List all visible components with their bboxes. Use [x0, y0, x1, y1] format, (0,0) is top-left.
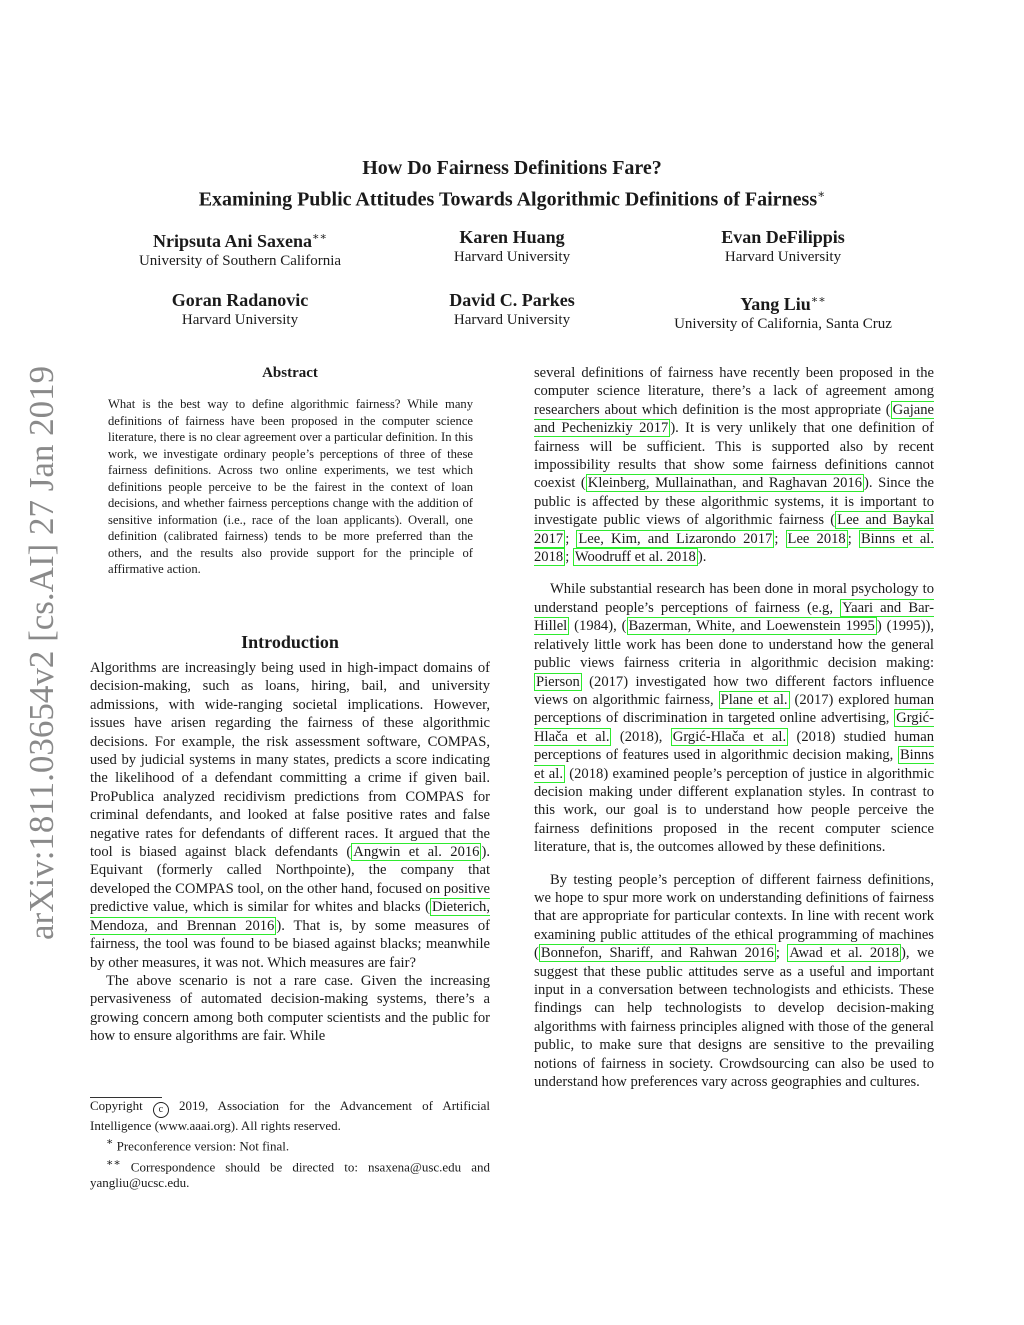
- citation-link[interactable]: Grgić-Hlača et al.: [672, 728, 787, 745]
- author-affiliation: Harvard University: [453, 312, 571, 328]
- citation-link[interactable]: Binns et al.: [534, 747, 934, 782]
- citation-link[interactable]: Grgić-Hlača et al.: [534, 710, 934, 745]
- paragraph-text: ).: [697, 549, 707, 566]
- introduction-heading: Introduction: [241, 632, 339, 652]
- citation-link[interactable]: Bazerman, White, and Loewenstein 1995: [628, 618, 875, 635]
- paragraph-text: (2017) explored human perceptions of discrimination in targeted online advertising,: [534, 691, 934, 727]
- citation-link[interactable]: Awad et al. 2018: [789, 945, 900, 962]
- author-affiliation: Harvard University: [181, 312, 299, 328]
- abstract-heading: Abstract: [262, 365, 318, 381]
- title-line-1: How Do Fairness Definitions Fare?: [362, 157, 662, 179]
- intro-paragraph-1: [90, 659, 490, 972]
- author-name: Goran Radanovic: [171, 290, 309, 310]
- title-line-2-text: Examining Public Attitudes Towards Algorithmic Definitions of Fairness: [198, 188, 818, 211]
- citation-link[interactable]: Yaari and Bar-Hillel: [534, 599, 934, 635]
- paragraph-text: ) (1995)), relatively little work has been done to understand how the general public views fairness criteria in algorithmic decision making:: [534, 618, 934, 672]
- citation-link[interactable]: Bonnefon, Shariff, and Rahwan 2016: [540, 945, 774, 962]
- footnote-text: Preconference version: Not final.: [113, 1138, 290, 1154]
- citation-link[interactable]: Dieterich, Mendoza, and Brennan 2016: [90, 899, 490, 934]
- footnote-1: [90, 1134, 490, 1155]
- abstract-body: What is the best way to define algorithmic fairness? While many definitions of fairness have been proposed in the computer science literature, there is no clear agreement over a particular definition. In this work, we investigate ordinary people’s perceptions of three of these fairness definitions. Across two online experiments, we test which definitions people perceive to be the fairest in the context of loan decisions, and whether fairness perceptions change with the addition of sensitive information (i.e., race of the loan applicants). Overall, one definition (calibrated fairness) tends to be more preferred than the others, and the results also provide support for the principle of affirmative action.: [108, 397, 473, 576]
- intro-paragraph-3: [534, 580, 934, 856]
- author-block: [623, 226, 943, 266]
- author-mark: ∗∗: [810, 294, 826, 306]
- paper-title: [80, 155, 944, 213]
- paragraph-text: ). Equivant (formerly called Northpointe), the company that developed the COMPAS tool, on the other hand, focused on positive predictive value, which is similar for whites and blacks (: [90, 844, 490, 916]
- citation-link[interactable]: Lee and Baykal 2017: [534, 512, 935, 547]
- paragraph-text: (2018) examined people’s perception of justice in algorithmic decision making under different explanation styles. In contrast to this work, our goal is to understand how people perceive the fairness definitions proposed in the recent computer science literature, that is, the outcomes allowed by these definitions.: [534, 765, 934, 856]
- footnote-2: [90, 1155, 490, 1192]
- copyright-symbol: c: [153, 1102, 169, 1118]
- separator: ;: [565, 530, 577, 547]
- citation-link[interactable]: Pierson: [536, 673, 580, 690]
- author-block: [623, 289, 943, 333]
- author-affiliation: Harvard University: [453, 249, 571, 265]
- separator: ;: [774, 530, 786, 547]
- right-column-body: [534, 364, 934, 1091]
- citation-link[interactable]: Gajane and Pechenizkiy 2017: [534, 401, 934, 437]
- paragraph-text: While substantial research has been done in moral psychology to understand people’s perceptions of fairness (e.g,: [534, 581, 934, 616]
- paragraph-text: (2017) investigated how two different factors influence views on algorithmic fairness,: [534, 673, 934, 708]
- paragraph-text: (2018),: [611, 728, 671, 745]
- separator: ;: [565, 549, 573, 566]
- footnotes: [90, 1098, 490, 1191]
- paragraph-text: ). It is very unlikely that one definition of fairness will be sufficient. This is supported also by recent impossibility results that show some fairness definitions cannot coexist (: [534, 420, 934, 492]
- paragraph-text: ). Since the public is affected by these algorithmic systems, it is important to investigate public views of algorithmic fairness (: [534, 475, 934, 529]
- author-name: Nripsuta Ani Saxena: [153, 231, 313, 251]
- author-mark: ∗∗: [312, 231, 327, 243]
- citation-link[interactable]: Kleinberg, Mullainathan, and Raghavan 2016: [587, 475, 863, 492]
- paragraph-text: ), we suggest that these public attitudes serve as a useful and important input in a conversation between technologists and ethicists. These findings can help technologists to develop decision-making algorithms with fairness principles aligned with those of the general public, to make sure that designs are sensitive to the prevailing notions of fairness in society. Crowdsourcing can also be used to understand how preferences vary across geographies and cultures.: [534, 945, 934, 1091]
- separator: ;: [775, 945, 788, 962]
- author-name: Karen Huang: [459, 227, 565, 247]
- author-affiliation: Harvard University: [724, 249, 842, 265]
- citation-link[interactable]: Binns et al. 2018: [534, 530, 935, 566]
- copyright-notice: [90, 1098, 490, 1134]
- paragraph-text: Algorithms are increasingly being used in high-impact domains of decision-making, such as loans, hiring, bail, and university admissions, with wide-ranging societal implications. However, issues have arisen regarding the fairness of these algorithmic decisions. For example, the risk assessment software, COMPAS, used by judicial systems in many states, predicts a score indicating the likelihood of a defendant committing a crime if given bail. ProPublica analyzed recidivism predictions from COMPAS for criminal defendants, and looked at false positive rates and false negative rates for defendants of different races. It argued that the tool is biased against black defendants (: [90, 660, 490, 861]
- author-name: Yang Liu: [740, 294, 811, 314]
- citation-link[interactable]: Lee 2018: [787, 530, 846, 547]
- author-affiliation: University of California, Santa Cruz: [674, 316, 892, 332]
- citation-link[interactable]: Plane et al.: [720, 691, 788, 708]
- arxiv-identifier-stamp: arXiv:1811.03654v2 [cs.AI] 27 Jan 2019: [22, 365, 61, 940]
- citation-link[interactable]: Woodruff et al. 2018: [574, 549, 696, 566]
- footnote-mark: ∗: [106, 1136, 114, 1149]
- title-footnote-mark: ∗: [817, 187, 826, 201]
- title-line-2: [80, 181, 944, 213]
- author-affiliation: University of Southern California: [138, 253, 342, 269]
- paragraph-text: (2018) studied human perceptions of features used in algorithmic decision making,: [534, 728, 935, 764]
- paragraph-text: (1984), (: [569, 618, 627, 635]
- copyright-text: 2019, Association for the Advancement of Artificial Intelligence (www.aaai.org). All rights reserved.: [90, 1098, 490, 1133]
- paragraph-text: By testing people’s perception of different fairness definitions, we hope to spur more work on understanding definitions of fairness that are appropriate for particular contexts. In line with recent work examining public attitudes of the ethical programming of machines (: [534, 871, 934, 962]
- paragraph-text: several definitions of fairness have recently been proposed in the computer science literature, there’s a lack of agreement among researchers about which definition is the most appropriate (: [534, 365, 934, 418]
- citation-link[interactable]: Lee, Kim, and Lizarondo 2017: [578, 530, 773, 547]
- copyright-text: Copyright: [90, 1098, 153, 1113]
- separator: ;: [847, 530, 859, 547]
- footnote-mark: ∗∗: [106, 1156, 121, 1169]
- paragraph-text: ). That is, by some measures of fairness, the tool was found to be biased against blacks; meanwhile by other measures, it was not. Which measures are fair?: [90, 917, 490, 971]
- author-name: Evan DeFilippis: [721, 227, 845, 247]
- citation-link[interactable]: Angwin et al. 2016: [353, 844, 480, 861]
- author-name: David C. Parkes: [449, 290, 575, 310]
- left-column-body: [90, 659, 490, 1046]
- intro-paragraph-2: The above scenario is not a rare case. Given the increasing pervasiveness of automated decision-making systems, there’s a growing concern among both computer scientists and the public for how to ensure algorithms are fair. While: [90, 972, 490, 1045]
- intro-paragraph-2-continued: [534, 364, 934, 566]
- footnote-text: Correspondence should be directed to: nsaxena@usc.edu and yangliu@ucsc.edu.: [90, 1159, 490, 1191]
- intro-paragraph-4: [534, 871, 934, 1092]
